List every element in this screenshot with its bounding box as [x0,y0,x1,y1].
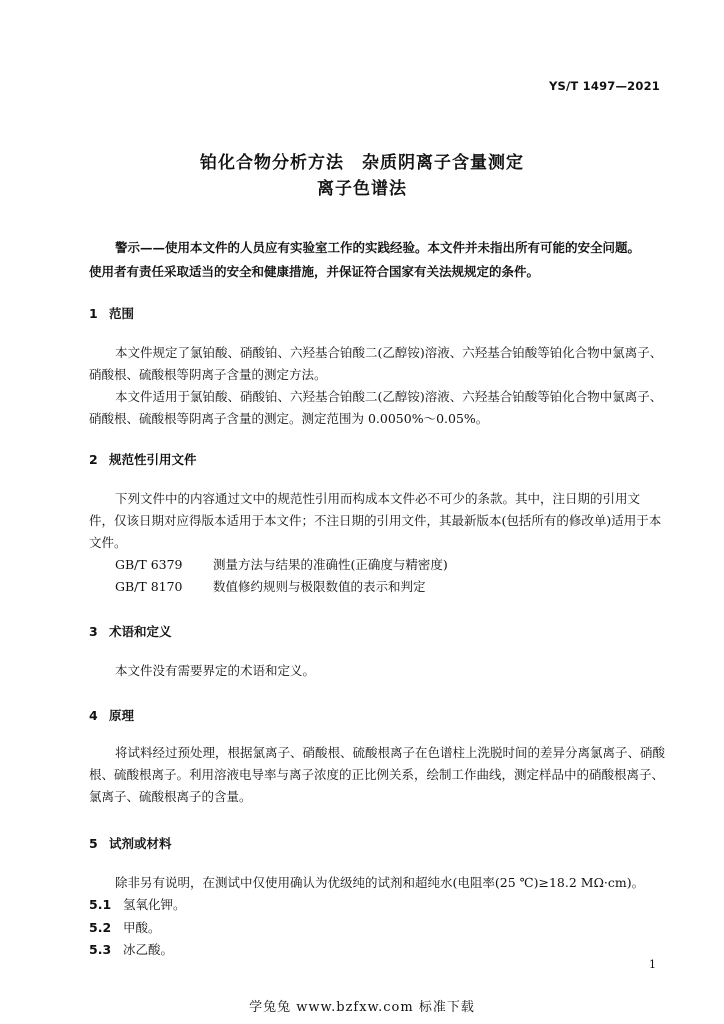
text-line: 将试料经过预处理，根据氯离子、硝酸根、硫酸根离子在色谱柱上洗脱时间的差异分离氯离子、硝酸 [115,745,666,760]
scope-paragraph-2 [89,386,669,430]
section-heading-principle [89,706,134,724]
item-text: 甲酸。 [123,920,161,935]
text-line: 下列文件中的内容通过文中的规范性引用而构成本文件必不可少的条款。其中，注日期的引用文 [115,491,641,506]
warning-line: 警示——使用本文件的人员应有实验室工作的实践经验。本文件并未指出所有可能的安全问题。 [115,240,641,255]
reference-code: GB/T 6379 [115,557,183,572]
text-line: 硝酸根、硫酸根等阴离子含量的测定。测定范围为 0.0050%～0.05%。 [89,411,489,426]
reference-item [115,576,426,598]
section-heading-terms [89,622,172,640]
section-number: 2 [89,452,98,467]
text-line: 本文件适用于氯铂酸、硝酸铂、六羟基合铂酸二(乙醇铵)溶液、六羟基合铂酸等铂化合物中氯离子、 [115,389,663,404]
principle-paragraph [89,742,669,808]
item-text: 冰乙酸。 [123,942,174,957]
reference-title: 数值修约规则与极限数值的表示和判定 [213,579,426,594]
terms-paragraph [89,660,669,682]
reagents-paragraph [89,872,669,894]
text-line: 本文件规定了氯铂酸、硝酸铂、六羟基合铂酸二(乙醇铵)溶液、六羟基合铂酸等铂化合物中氯离子、 [115,345,663,360]
item-number: 5.2 [89,920,112,935]
section-title: 术语和定义 [109,624,172,639]
section-title: 试剂或材料 [109,836,172,851]
footer-watermark: 学兔兔 www.bzfxw.com 标准下载 [249,1000,475,1015]
text-line: 件，仅该日期对应得版本适用于本文件；不注日期的引用文件，其最新版本(包括所有的修改单)适用于本 [89,513,662,528]
item-number: 5.3 [89,942,112,957]
section-title: 规范性引用文件 [109,452,197,467]
text-line: 硝酸根、硫酸根等阴离子含量的测定方法。 [89,367,327,382]
standard-code: YS/T 1497—2021 [549,79,660,93]
text-line: 氯离子、硫酸根离子的含量。 [89,789,252,804]
reference-item [115,554,448,576]
document-title: 铂化合物分析方法 杂质阴离子含量测定 [200,153,524,173]
item-text: 氢氧化钾。 [123,897,186,912]
item-number: 5.1 [89,897,112,912]
text-line: 文件。 [89,535,127,550]
text-line: 根、硫酸根离子。利用溶液电导率与离子浓度的正比例关系，绘制工作曲线，测定样品中的硝酸根离子、 [89,767,665,782]
warning-line: 使用者有责任采取适当的安全和健康措施，并保证符合国家有关法规规定的条件。 [89,264,540,279]
page-number: 1 [649,958,656,971]
text-line: 除非另有说明，在测试中仅使用确认为优级纯的试剂和超纯水(电阻率(25 ℃)≥18.2 MΩ·cm)。 [115,875,645,890]
reagent-item [89,918,161,936]
warning-notice [89,236,669,284]
reagent-item [89,940,173,958]
reagent-item [89,895,186,913]
references-paragraph [89,488,669,554]
section-heading-scope [89,304,134,322]
section-title: 原理 [109,708,135,723]
section-heading-reagents [89,834,172,852]
reference-code: GB/T 8170 [115,579,183,594]
reference-title: 测量方法与结果的准确性(正确度与精密度) [213,557,448,572]
section-number: 3 [89,624,98,639]
section-title: 范围 [109,306,135,321]
scope-paragraph-1 [89,342,669,386]
section-heading-normative-references [89,450,197,468]
section-number: 1 [89,306,98,321]
text-line: 本文件没有需要界定的术语和定义。 [115,663,316,678]
section-number: 5 [89,836,98,851]
document-subtitle: 离子色谱法 [317,179,407,199]
section-number: 4 [89,708,98,723]
